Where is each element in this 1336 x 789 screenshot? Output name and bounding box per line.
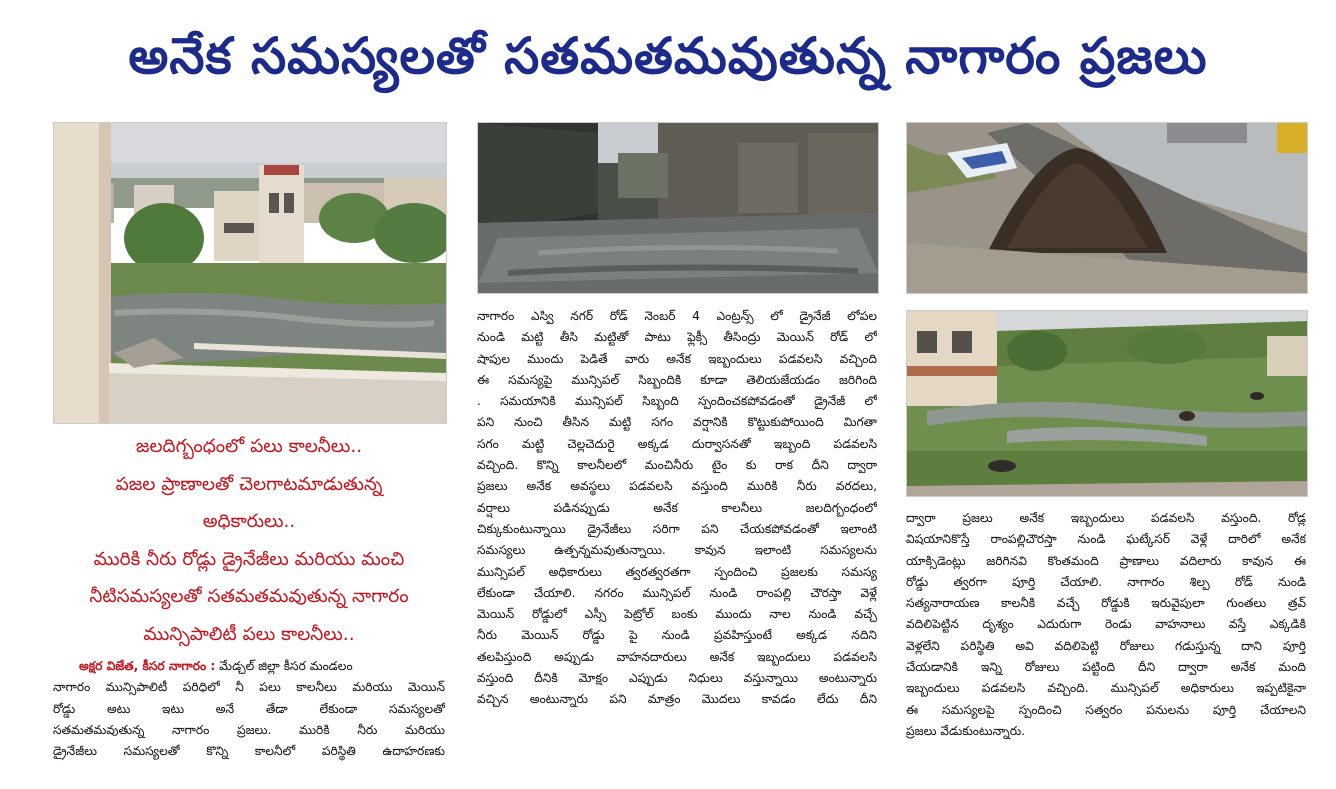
article-line: ప్రజలు వేడుకుంటున్నారు. [906,723,1026,738]
article-line: నాగారం మున్సిపాలిటీ పరిధిలో నీ పలు కాలనీలు మరియు మెయిన్ [53,680,445,695]
article-line: తలపిస్తుంది అప్పుడు వాహనదారులు అనేక ఇబ్బందులు పడవలసి [477,649,877,664]
article-column-2 [477,306,877,711]
article-line: పని నుంచి తీసిన మట్టి సగం వర్షానికి కొట్టుకుపోయింది మిగతా [477,415,877,430]
article-line: రోడ్డు త్వరగా పూర్తి చేయాలి. నాగారం శిల్ప రోడ్ నుండి [906,574,1306,589]
article-line: చిక్కుకుంటున్నాయి డ్రైనేజీలు సరిగా పని చేయకపోవడంతో ఇలాంటి [477,521,877,536]
article-line: వస్తుంది దీనికి మోక్షం ఎప్పుడు నిధులు వస్తున్నాయి అంటున్నారు [477,671,877,686]
article-line: విషయానికొస్తే రాంపల్లిచౌరస్తా నుండి ఘట్కేసర్ వెళ్లే దారిలో అనేక [906,532,1306,547]
article-line: వచ్చిన అంటున్నారు పని మాత్రం మొదలు కావడం లేదు దీని [477,692,877,707]
article-line: ద్వారా ప్రజలు అనేక ఇబ్బందులు పడవలసి వస్తుంది. రోడ్ల [906,511,1306,525]
article-line: వదిలిపెట్టిన దృశ్యం ఎదురుగా రెండు వాహనాలు వస్తే ఎక్కడికి [906,617,1306,632]
article-line: సగం మట్టి చెల్లచెదురై అక్కడ దుర్వాసనతో ఇబ్బంది పడవలసి [477,436,877,451]
article-text: మేడ్చల్ జిల్లా కీసర మండలం [215,659,353,673]
article-line [53,656,445,677]
photo-flooded-colony [53,122,447,424]
article-line: నీరు మెయిన్ రోడ్డు పై నుండి ప్రవహిస్తుంటే అక్కడ నదిని [477,628,877,643]
article-line: మెయిన్ రోడ్డులో ఎస్సీ పెట్రోల్ బంకు ముందు నాల నుండి వచ్చే [477,607,877,622]
article-line: ఈ సమస్యలపై స్పందించి సత్వరం పనులను పూర్తి చేయాలని [906,702,1306,717]
article-line: ఇబ్బందులు పడవలసి వచ్చింది. మున్సిపల్ అధికారులు ఇప్పటికైనా [906,681,1306,696]
article-line: డ్రైనేజీలు సమస్యలతో కొన్ని కాలనీలో పరిస్థితి ఉదాహరణకు [53,744,445,759]
subhead-line: నీటిసమస్యలతో సతమతమవుతున్న నాగారం [89,586,409,607]
article-line: చేయడానికి ఇన్ని రోజులు పట్టింది దీని ద్వారా అనేక మంది [906,660,1306,675]
headline: అనేక సమస్యలతో సతమతమవుతున్న నాగారం ప్రజలు [128,27,1208,85]
article-line: నుండి మట్టి తీసి మట్టితో పాటు ఫ్లెక్సీ తీసింద్రు మెయిన్ రోడ్ లో [477,330,877,345]
article-line: . సమయానికి మున్సిపల్ సిబ్బంది స్పందించకపోవడంతో డ్రైనేజీ లో [477,394,877,409]
subhead-line: మురికి నీరు రోడ్లు డ్రైనేజీలు మరియు మంచి [93,548,405,570]
subhead-line: మున్సిపాలిటీ పలు కాలనీలు.. [143,623,355,645]
article-line: ప్రజలు అనేక అవస్థలు పడవలసి వస్తుంది మురికి నీరు వరదలు, [477,479,877,494]
article-line: యాక్సిడెంట్లు జరిగినవి కొంతమంది ప్రాణాలు వదిలారు కావున ఈ [906,553,1306,568]
photo-waterlogged-street [477,122,879,294]
article-line: నాగారం ఎస్వి నగర్ రోడ్ నెంబర్ 4 ఎంట్రన్స్ లో డ్రైనేజీ లోపల [477,309,877,323]
article-line: ఈ సమస్యపై మున్సిపల్ సిబ్బందికి కూడా తెలియజేయడం జరిగింది [477,372,877,387]
subhead-line: జలదిగ్బంధంలో పలు కాలనీలు.. [135,436,363,457]
byline: అక్షర విజేత, కీసర నాగారం : [79,659,216,673]
subhead-line: అధికారులు.. [202,511,296,532]
article-line: రోడ్డు అటు ఇటు అనే తేడా లేకుండా సమస్యలతో [53,701,445,716]
article-line: సమస్యలు ఉత్పన్నమవుతున్నాయి. కావున ఇలాంటి సమస్యలను [477,543,877,558]
subhead-line: పజల ప్రాణాలతో చెలగాటమాడుతున్న [115,473,383,495]
photo-marsh-land [906,310,1308,497]
article-line: మున్సిపల్ అధికారులు త్వరత్వరతగా స్పందించి ప్రజలకు సమస్య [477,564,877,579]
article-line: వచ్చింది. కొన్ని కాలనీలలో మంచినీరు టైం కు రాక దీని ద్వారా [477,458,877,473]
photo-soil-heap-roadside [906,122,1308,294]
article-line: షాపుల ముందు పెడితే వారు అనేక ఇబ్బందులు పడవలసి వచ్చింది [477,351,877,366]
article-column-1 [53,656,445,762]
subheads [53,428,445,653]
article-line: లేకుండా చేయాలి. నగరం మున్సిపల్ నుండి రాంపల్లి చౌరస్తా వెళ్లే [477,585,877,600]
article-column-3 [906,508,1306,742]
article-line: వెళ్లలేని పరిస్థితి అవి వదిలిపెట్టి రోజులు గడుస్తున్న దాని పూర్తి [906,638,1306,653]
article-line: వర్షాలు పడినప్పుడు అనేక కాలనీలు జలదిగ్బంధంలో [477,500,877,515]
article-line: సత్యనారాయణ కాలనీకి వచ్చే రోడ్డుకి ఇరువైపులా గుంతలు త్రవ్ [906,596,1306,611]
article-line: సతమతమవుతున్న నాగారం ప్రజలు. మురికి నీరు మరియు [53,722,445,737]
